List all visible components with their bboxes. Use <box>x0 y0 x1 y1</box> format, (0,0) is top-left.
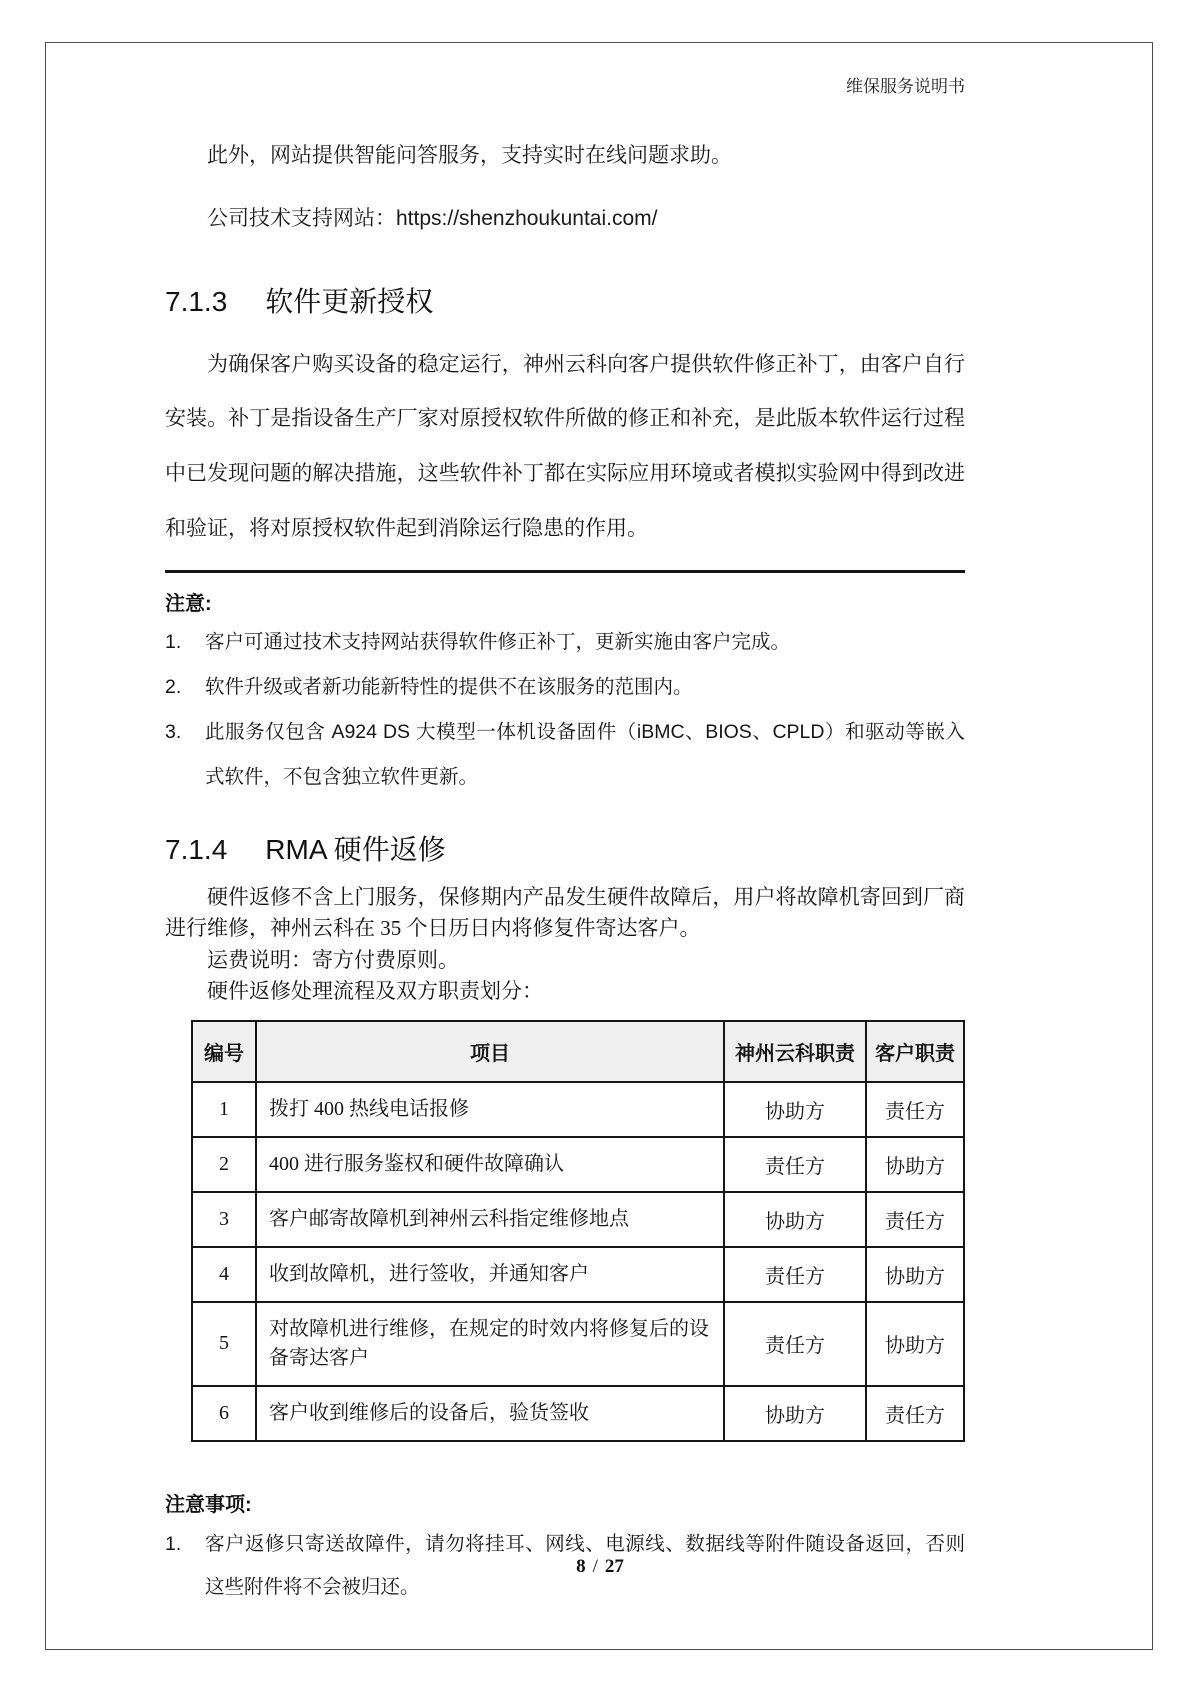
shipping-note-line: 运费说明：寄方付费原则。 <box>207 947 459 972</box>
page-total: 27 <box>604 1556 624 1577</box>
table-cell-item: 客户邮寄故障机到神州云科指定维修地点 <box>256 1192 724 1247</box>
table-intro-line: 硬件返修处理流程及双方职责划分： <box>207 979 543 1004</box>
section-heading-713 <box>165 280 965 320</box>
table-cell-vendor-role: 责任方 <box>724 1137 866 1192</box>
note-item-number: 1. <box>165 1532 182 1555</box>
table-cell-customer-role: 责任方 <box>866 1386 964 1441</box>
note-713-item <box>165 620 965 665</box>
note-list-713 <box>165 620 965 799</box>
note-713-item <box>165 665 965 710</box>
table-header-cell: 神州云科职责 <box>724 1021 866 1082</box>
table-header-cell: 客户职责 <box>866 1021 964 1082</box>
note-divider-rule <box>165 570 965 573</box>
table-cell-vendor-role: 责任方 <box>724 1302 866 1386</box>
table-cell-vendor-role: 协助方 <box>724 1192 866 1247</box>
section-number: 7.1.4 <box>165 833 228 865</box>
support-website-line: 公司技术支持网站：https://shenzhoukuntai.com/ <box>207 207 658 231</box>
table-cell-number: 4 <box>192 1247 256 1302</box>
table-cell-number: 6 <box>192 1386 256 1441</box>
document-header-title: 维保服务说明书 <box>846 77 965 96</box>
table-cell-item: 收到故障机，进行签收，并通知客户 <box>256 1247 724 1302</box>
table-header-row <box>192 1021 964 1082</box>
table-cell-customer-role: 责任方 <box>866 1082 964 1137</box>
table-cell-number: 3 <box>192 1192 256 1247</box>
table-cell-vendor-role: 协助方 <box>724 1082 866 1137</box>
table-header-cell: 编号 <box>192 1021 256 1082</box>
note-item-text: 此服务仅包含 A924 DS 大模型一体机设备固件（iBMC、BIOS、CPLD）和驱动等嵌入式软件，不包含独立软件更新。 <box>205 720 965 788</box>
table-cell-customer-role: 责任方 <box>866 1192 964 1247</box>
note-item-number: 2. <box>165 676 182 698</box>
section-title: RMA 硬件返修 <box>265 833 446 865</box>
intro-paragraph: 此外，网站提供智能问答服务，支持实时在线问题求助。 <box>207 144 732 167</box>
section-title: 软件更新授权 <box>265 285 434 317</box>
table-row <box>192 1192 964 1247</box>
table-cell-item: 400 进行服务鉴权和硬件故障确认 <box>256 1137 724 1192</box>
note-label: 注意: <box>165 593 212 616</box>
table-cell-number: 2 <box>192 1137 256 1192</box>
page-number: 8 <box>576 1556 586 1577</box>
table-row <box>192 1302 964 1386</box>
rma-responsibility-table <box>191 1020 965 1442</box>
note-item-number: 3. <box>165 720 182 743</box>
table-row <box>192 1082 964 1137</box>
table-cell-customer-role: 协助方 <box>866 1137 964 1192</box>
table-cell-customer-role: 协助方 <box>866 1247 964 1302</box>
table-cell-item: 拨打 400 热线电话报修 <box>256 1082 724 1137</box>
table-header-cell: 项目 <box>256 1021 724 1082</box>
section-heading-714 <box>165 828 965 868</box>
note-713-item <box>165 710 965 800</box>
note-item-text: 客户返修只寄送故障件，请勿将挂耳、网线、电源线、数据线等附件随设备返回，否则这些附件将不会被归还。 <box>205 1532 965 1599</box>
page-footer <box>0 1556 1200 1578</box>
section-713-body: 为确保客户购买设备的稳定运行，神州云科向客户提供软件修正补丁，由客户自行安装。补丁是指设备生产厂家对原授权软件所做的修正和补充，是此版本软件运行过程中已发现问题的解决措施，这些软件补丁都在实际应用环境或者模拟实验网中得到改进和验证，将对原授权软件起到消除运行隐患的作用。 <box>165 352 965 540</box>
bottom-note-label: 注意事项: <box>165 1493 252 1516</box>
rma-paragraph: 硬件返修不含上门服务，保修期内产品发生硬件故障后，用户将故障机寄回到厂商进行维修，神州云科在 35 个日历日内将修复件寄达客户。 <box>165 884 965 941</box>
table-row <box>192 1247 964 1302</box>
table-cell-vendor-role: 责任方 <box>724 1247 866 1302</box>
section-number: 7.1.3 <box>165 285 228 317</box>
table-cell-item: 客户收到维修后的设备后，验货签收 <box>256 1386 724 1441</box>
table-row <box>192 1386 964 1441</box>
table-cell-item: 对故障机进行维修，在规定的时效内将修复后的设备寄达客户 <box>256 1302 724 1386</box>
table-row <box>192 1137 964 1192</box>
table-cell-vendor-role: 协助方 <box>724 1386 866 1441</box>
note-item-number: 1. <box>165 631 182 654</box>
note-item-text: 软件升级或者新功能新特性的提供不在该服务的范围内。 <box>205 676 693 698</box>
table-cell-number: 1 <box>192 1082 256 1137</box>
note-item-text: 客户可通过技术支持网站获得软件修正补丁，更新实施由客户完成。 <box>205 631 791 654</box>
page-content <box>165 42 965 1610</box>
table-cell-customer-role: 协助方 <box>866 1302 964 1386</box>
section-714-body <box>165 882 965 1008</box>
table-cell-number: 5 <box>192 1302 256 1386</box>
page-separator: / <box>592 1556 598 1577</box>
